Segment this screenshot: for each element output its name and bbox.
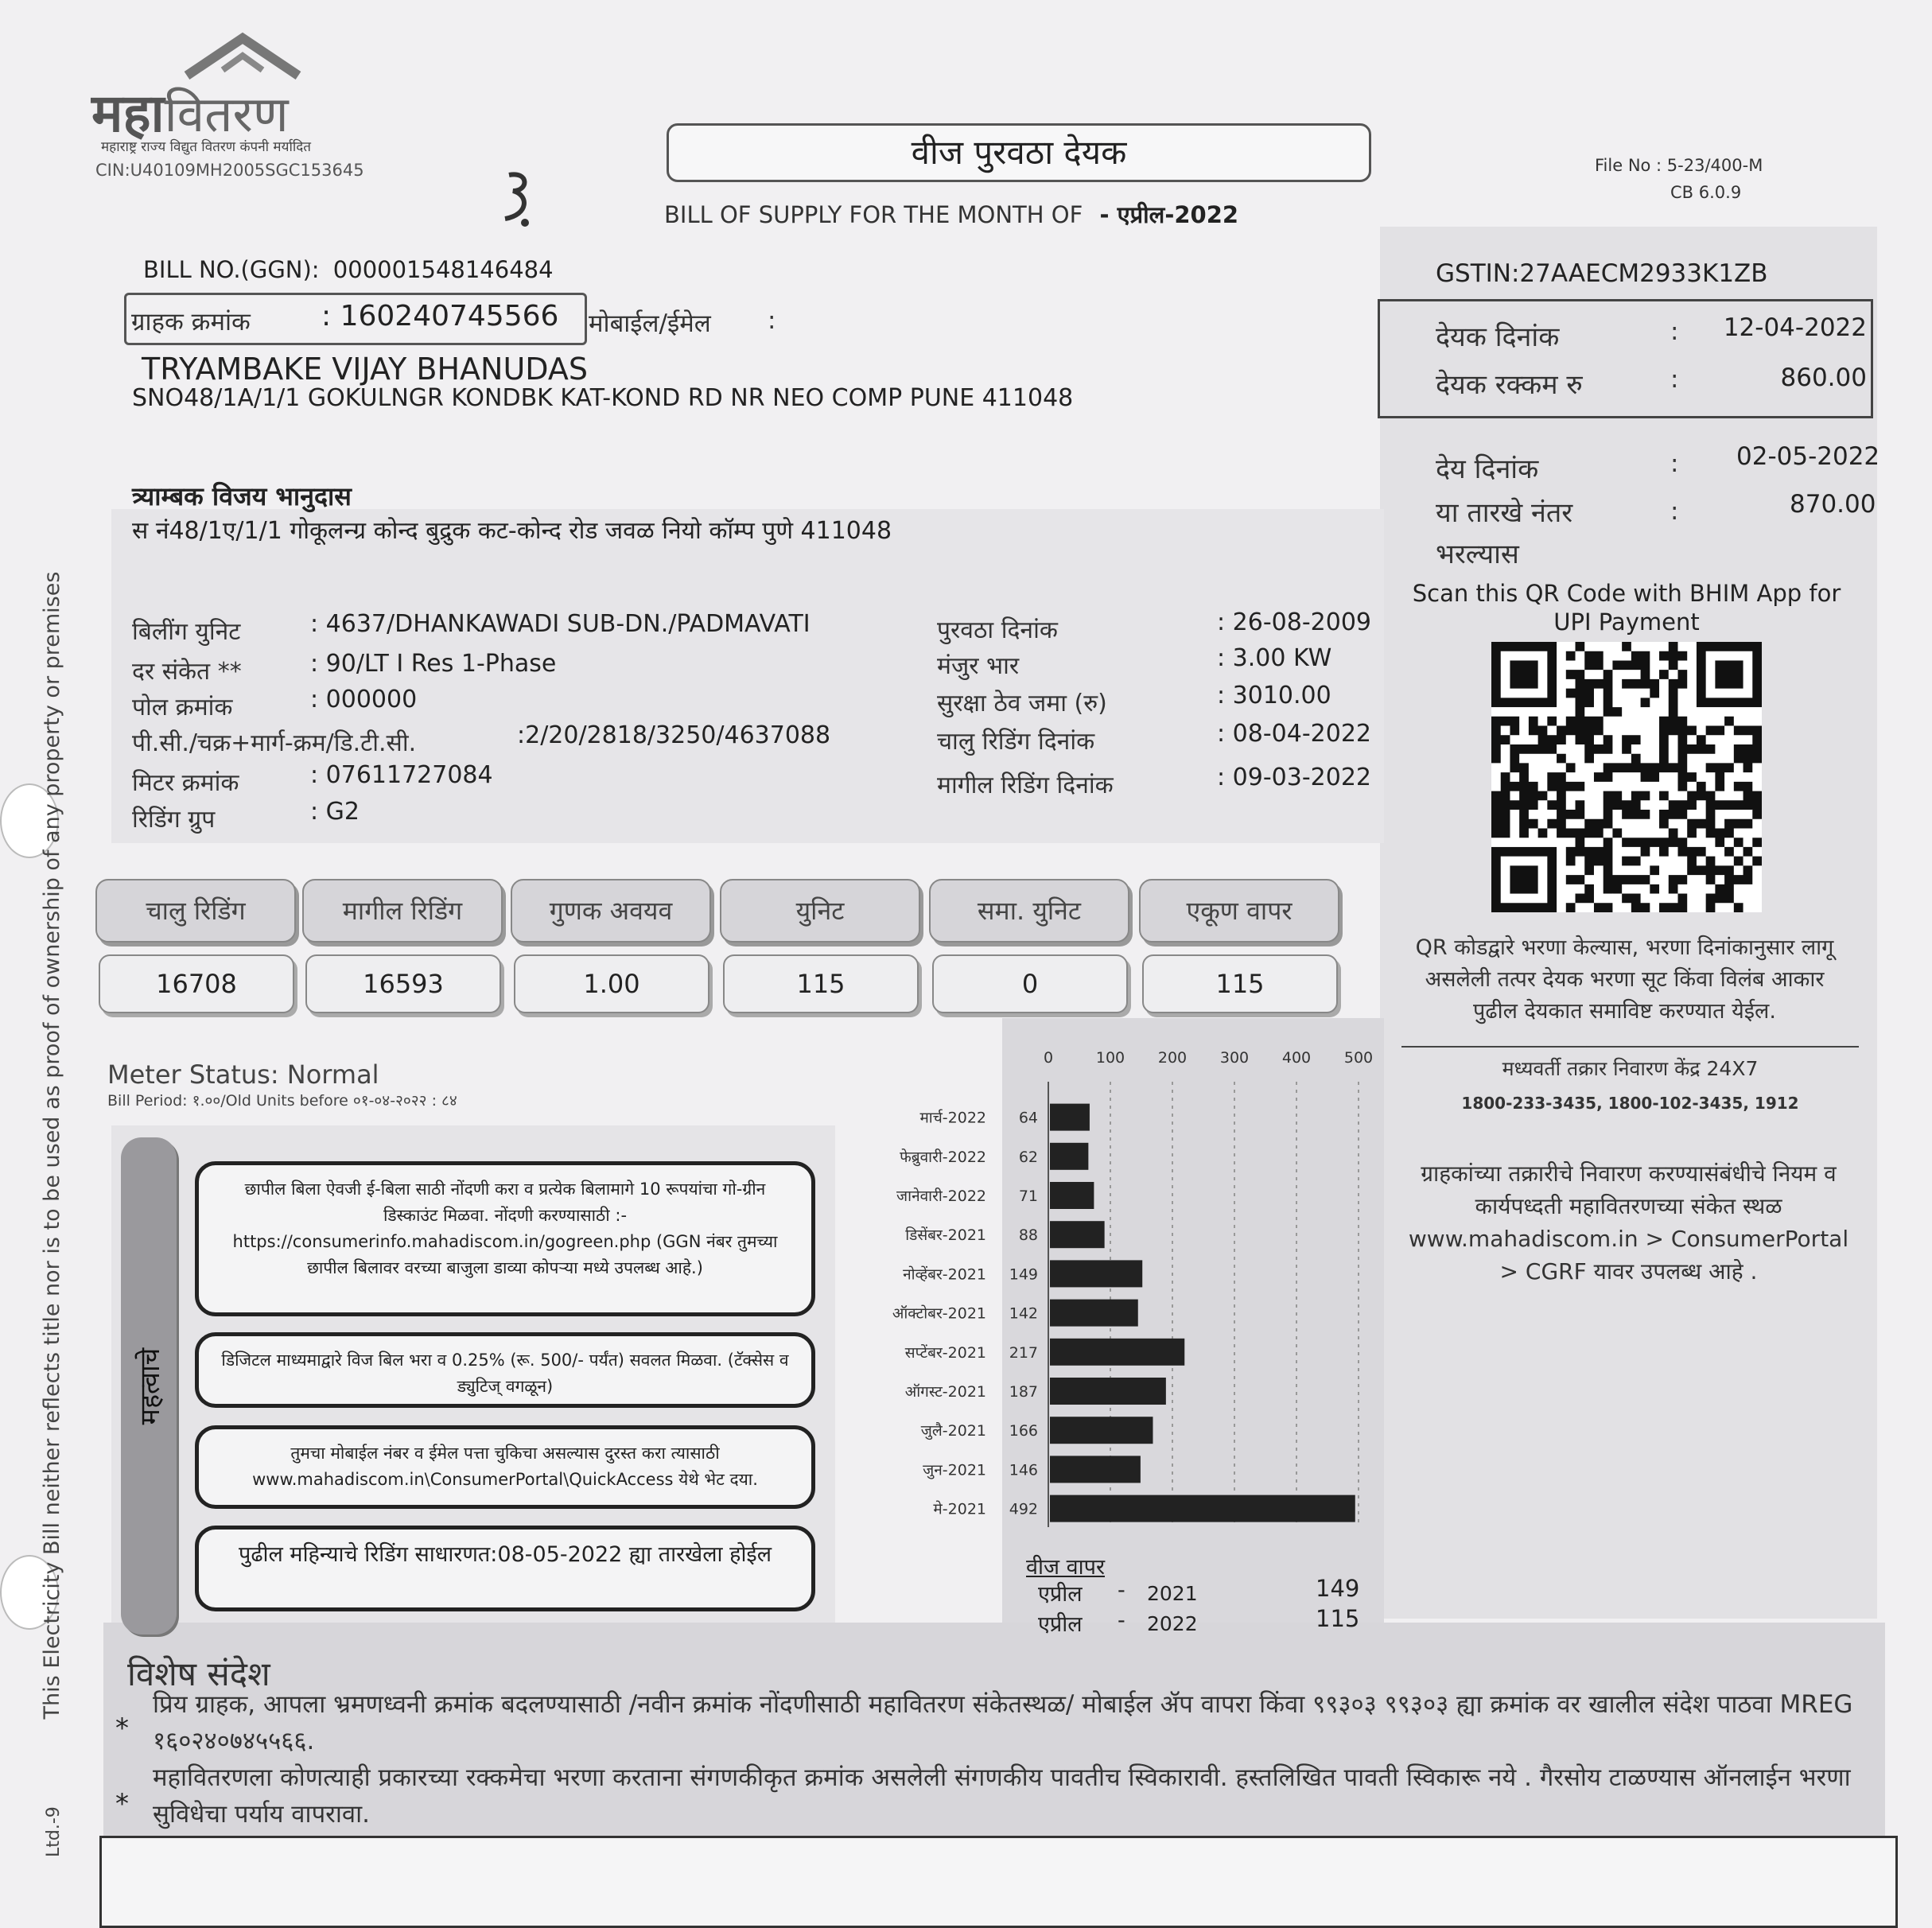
detail-value: : 07611727084: [310, 761, 493, 789]
bar: [1050, 1417, 1153, 1444]
due-date: 02-05-2022: [1736, 442, 1880, 471]
reading-table-cell: 16708: [99, 954, 294, 1013]
reading-table-cell: 115: [1142, 954, 1338, 1013]
bar: [1050, 1182, 1094, 1209]
x-tick-label: 400: [1281, 1049, 1312, 1067]
bar: [1050, 1143, 1088, 1170]
bill-date-label: देयक दिनांक: [1436, 321, 1560, 353]
consumer-address-mr: स नं48/1ए/1/1 गोकूलन्ग्र कोन्द बुद्रुक कट-कोन्द रोड जवळ नियो कॉम्प पुणे 411048: [132, 517, 892, 545]
reading-table-header: युनिट: [720, 879, 920, 943]
data-label: 166: [1009, 1422, 1038, 1440]
special-message-item: महावितरणला कोणत्याही प्रकारच्या रक्कमेचा भरणा करताना संगणकीकृत क्रमांक असलेली संगणकीय पावतीच स्विकारावी. हस्तलिखित पावती स्विकारू नये . गैरसोय टाळण्यास ऑनलाईन भरणा सुविधेचा पर्याय वापरावा.: [153, 1763, 1851, 1829]
after-due-label-1: या तारखे नंतर: [1436, 497, 1573, 529]
x-tick-label: 200: [1157, 1049, 1188, 1067]
file-no: File No : 5-23/400-M: [1595, 156, 1763, 175]
bill-amount-colon: :: [1670, 365, 1679, 394]
category-label: जानेवारी-2022: [896, 1188, 986, 1205]
vertical-disclaimer: This Electricity Bill neither reflects title nor is to be used as proof of ownership of any property or premises: [40, 571, 64, 1720]
notice-item: पुढील महिन्याचे रिडिंग साधारणत:08-05-2022 ह्या तारखेला होईल: [195, 1526, 815, 1611]
notice-item: डिजिटल माध्यमाद्वारे विज बिल भरा व 0.25% (रू. 500/- पर्यंत) सवलत मिळवा. (टॅक्सेस व ड्युटिज् वगळून): [195, 1332, 815, 1408]
data-label: 149: [1009, 1265, 1038, 1284]
special-message-item: प्रिय ग्राहक, आपला भ्रमणध्वनी क्रमांक बदलण्यासाठी /नवीन क्रमांक नोंदणीसाठी महावितरण संकेतस्थळ/ मोबाईल ॲप वापरा किंवा ९९३०३ ९९३०३ ह्या क्रमांक वर खालील संदेश पाठवा MREG १६०२४०७४५५६६.: [153, 1690, 1853, 1755]
reading-table-header: मागील रिडिंग: [302, 879, 503, 943]
bill-title: वीज पुरवठा देयक: [667, 123, 1371, 182]
detail-label: मंजुर भार: [937, 652, 1020, 680]
bar: [1050, 1260, 1142, 1287]
bill-date-colon: :: [1670, 317, 1679, 346]
data-label: 64: [1018, 1109, 1038, 1127]
category-label: जुन-2021: [923, 1461, 986, 1479]
bill-amount-label: देयक रक्कम रु: [1436, 369, 1583, 401]
detail-value: : 90/LT I Res 1-Phase: [310, 650, 557, 678]
category-label: ऑगस्ट-2021: [904, 1383, 986, 1401]
consumer-name-en: TRYAMBAKE VIJAY BHANUDAS: [142, 352, 588, 387]
detail-value: : 3010.00: [1217, 682, 1331, 709]
data-label: 142: [1009, 1304, 1038, 1323]
bar: [1050, 1104, 1090, 1131]
bill-no: 000001548146484: [332, 256, 554, 283]
logo-roof-icon: [179, 32, 306, 80]
data-label: 62: [1018, 1148, 1038, 1166]
bar: [1050, 1221, 1105, 1248]
cin: CIN:U40109MH2005SGC153645: [95, 161, 364, 180]
bill-amount: 860.00: [1780, 363, 1867, 392]
category-label: जुलै-2021: [920, 1422, 986, 1440]
bar: [1050, 1378, 1166, 1405]
usage-units: 149: [1316, 1575, 1360, 1602]
consumer-address-en: SNO48/1A/1/1 GOKULNGR KONDBK KAT-KOND RD NR NEO COMP PUNE 411048: [132, 384, 1074, 412]
category-label: सप्टेंबर-2021: [904, 1343, 986, 1362]
reading-table-cell: 0: [932, 954, 1128, 1013]
category-label: फेब्रुवारी-2022: [900, 1148, 986, 1166]
detail-label: मागील रिडिंग दिनांक: [937, 772, 1114, 799]
bar: [1050, 1300, 1138, 1327]
reading-table-header: एकूण वापर: [1139, 879, 1339, 943]
usage-units: 115: [1316, 1605, 1360, 1632]
detail-value: : 3.00 KW: [1217, 644, 1332, 672]
margin-code: Ltd.-9: [44, 1806, 64, 1857]
reading-table-cell: 115: [723, 954, 919, 1013]
reading-table-cell: 1.00: [514, 954, 709, 1013]
emblem-icon: [493, 167, 541, 231]
detail-value: : 08-04-2022: [1217, 720, 1371, 748]
detail-label: सुरक्षा ठेव जमा (रु): [937, 690, 1107, 717]
meter-status: Meter Status: Normal: [107, 1059, 379, 1090]
usage-compare-title: वीज वापर: [1026, 1555, 1106, 1580]
bar: [1050, 1339, 1184, 1366]
qr-caption: Scan this QR Code with BHIM App for UPI Payment: [1412, 580, 1841, 636]
data-label: 187: [1009, 1383, 1038, 1401]
detail-label: पुरवठा दिनांक: [937, 616, 1058, 644]
usage-month: एप्रील: [1038, 1582, 1083, 1607]
notice-item: तुमचा मोबाईल नंबर व ईमेल पत्ता चुकिचा असल्यास दुरस्त करा त्यासाठी www.mahadiscom.in\ConsumerPortal\QuickAccess येथे भेट दया.: [195, 1425, 815, 1509]
data-label: 146: [1009, 1461, 1038, 1479]
usage-month: एप्रील: [1038, 1612, 1083, 1637]
consumer-no-label: ग्राहक क्रमांक: [131, 308, 251, 336]
detail-value: : G2: [310, 798, 360, 826]
bill-no-label: BILL NO.(GGN):: [143, 256, 320, 283]
usage-dash: -: [1118, 1578, 1125, 1603]
detail-label: दर संकेत **: [132, 658, 242, 686]
gstin: GSTIN:27AAECM2933K1ZB: [1436, 259, 1768, 288]
grievance-note: ग्राहकांच्या तक्रारीचे निवारण करण्यासंबंधीचे नियम व कार्यपध्दती महावितरणच्या संकेत स्थळ www.mahadiscom.in > ConsumerPortal > CGRF यावर उपलब्ध आहे .: [1408, 1160, 1849, 1285]
mobile-label: मोबाईल/ईमेल: [589, 309, 711, 338]
category-label: मार्च-2022: [919, 1109, 986, 1127]
reading-table-header: चालु रिडिंग: [95, 879, 296, 943]
consumption-chart: [863, 1034, 1380, 1527]
detail-value: : 26-08-2009: [1217, 608, 1371, 636]
qr-note: QR कोडद्वारे भरणा केल्यास, भरणा दिनांकानुसार लागू असलेली तत्पर देयक भरणा सूट किंवा विलंब आकार पुढील देयकात समाविष्ट करण्यात येईल.: [1415, 935, 1834, 1024]
x-tick-label: 500: [1343, 1049, 1374, 1067]
detail-value: :2/20/2818/3250/4637088: [517, 721, 831, 749]
consumer-no: : 160240745566: [321, 300, 559, 332]
detail-label: मिटर क्रमांक: [132, 769, 239, 797]
logo-subtitle: महाराष्ट्र राज्य विद्युत वितरण कंपनी मर्यादित: [101, 139, 311, 155]
bottom-box: [99, 1836, 1898, 1928]
detail-label: बिलींग युनिट: [132, 618, 241, 646]
category-label: नोव्हेंबर-2021: [903, 1265, 986, 1284]
logo-text-bold: महा: [91, 82, 165, 144]
category-label: ऑक्टोबर-2021: [892, 1304, 986, 1323]
reading-table-header: गुणक अवयव: [511, 879, 711, 943]
x-tick-label: 300: [1219, 1049, 1250, 1067]
usage-dash: -: [1118, 1608, 1125, 1633]
usage-year: 2021: [1147, 1582, 1198, 1605]
bar: [1050, 1495, 1355, 1522]
logo: [91, 32, 394, 191]
reading-table-header: समा. युनिट: [929, 879, 1129, 943]
logo-text-rest: वितरण: [164, 85, 289, 143]
due-date-label: देय दिनांक: [1436, 453, 1539, 485]
special-bullet: *: [115, 1712, 129, 1744]
after-due-amount: 870.00: [1790, 490, 1876, 519]
special-message-title: विशेष संदेश: [127, 1654, 270, 1693]
bill-summary-box: [1378, 299, 1873, 418]
notice-item: छापील बिला ऐवजी ई-बिला साठी नोंदणी करा व प्रत्येक बिलामागे 10 रूपयांचा गो-ग्रीन डिस्काउंट मिळवा. नोंदणी करण्यासाठी :- https://consumerinfo.mahadiscom.in/gogreen.php (GGN नंबर तुमच्या छापील बिलावर वरच्या बाजुला डाव्या कोपऱ्या मध्ये उपलब्ध आहे.): [195, 1161, 815, 1316]
bill-period: Bill Period: १.००/Old Units before ०१-०४-२०२२ : ८४: [107, 1092, 457, 1110]
bill-month-label: BILL OF SUPPLY FOR THE MONTH OF: [664, 201, 1083, 228]
data-label: 217: [1009, 1343, 1038, 1362]
data-label: 88: [1018, 1226, 1038, 1245]
category-label: मे-2021: [933, 1500, 986, 1518]
due-date-colon: :: [1670, 449, 1679, 478]
bill-date: 12-04-2022: [1723, 313, 1867, 342]
bar: [1050, 1456, 1141, 1483]
detail-value: : 4637/DHANKAWADI SUB-DN./PADMAVATI: [310, 610, 811, 638]
detail-label: चालु रिडिंग दिनांक: [937, 728, 1095, 756]
notice-side-label: महत्वाचे: [134, 1347, 166, 1425]
consumer-name-mr: त्र्याम्बक विजय भानुदास: [132, 481, 352, 511]
data-label: 492: [1009, 1500, 1038, 1518]
divider-line: [1401, 1046, 1859, 1048]
after-due-colon: :: [1670, 497, 1679, 526]
detail-label: पी.सी./चक्र+मार्ग-क्रम/डि.टी.सी.: [132, 729, 417, 757]
detail-label: रिडिंग ग्रुप: [132, 806, 216, 834]
data-label: 71: [1018, 1188, 1038, 1205]
usage-year: 2022: [1147, 1612, 1198, 1635]
consumer-no-box: [124, 293, 587, 345]
special-bullet: *: [115, 1788, 129, 1820]
detail-label: पोल क्रमांक: [132, 694, 233, 721]
category-label: डिसेंबर-2021: [905, 1226, 986, 1245]
grievance-phones: 1800-233-3435, 1800-102-3435, 1912: [1461, 1094, 1799, 1113]
x-tick-label: 0: [1043, 1049, 1054, 1067]
reading-table-cell: 16593: [305, 954, 501, 1013]
mobile-value: :: [768, 306, 776, 335]
detail-value: : 09-03-2022: [1217, 764, 1371, 791]
after-due-label-2: भरल्यास: [1436, 538, 1519, 570]
upi-qr-code[interactable]: [1491, 642, 1762, 912]
detail-value: : 000000: [310, 686, 418, 713]
x-tick-label: 100: [1095, 1049, 1125, 1067]
grievance-title: मध्यवर्ती तक्रार निवारण केंद्र 24X7: [1502, 1057, 1759, 1080]
notice-side-bar: [121, 1137, 177, 1635]
bill-month-value: - एप्रील-2022: [1099, 201, 1239, 228]
cb-version: CB 6.0.9: [1670, 183, 1742, 202]
